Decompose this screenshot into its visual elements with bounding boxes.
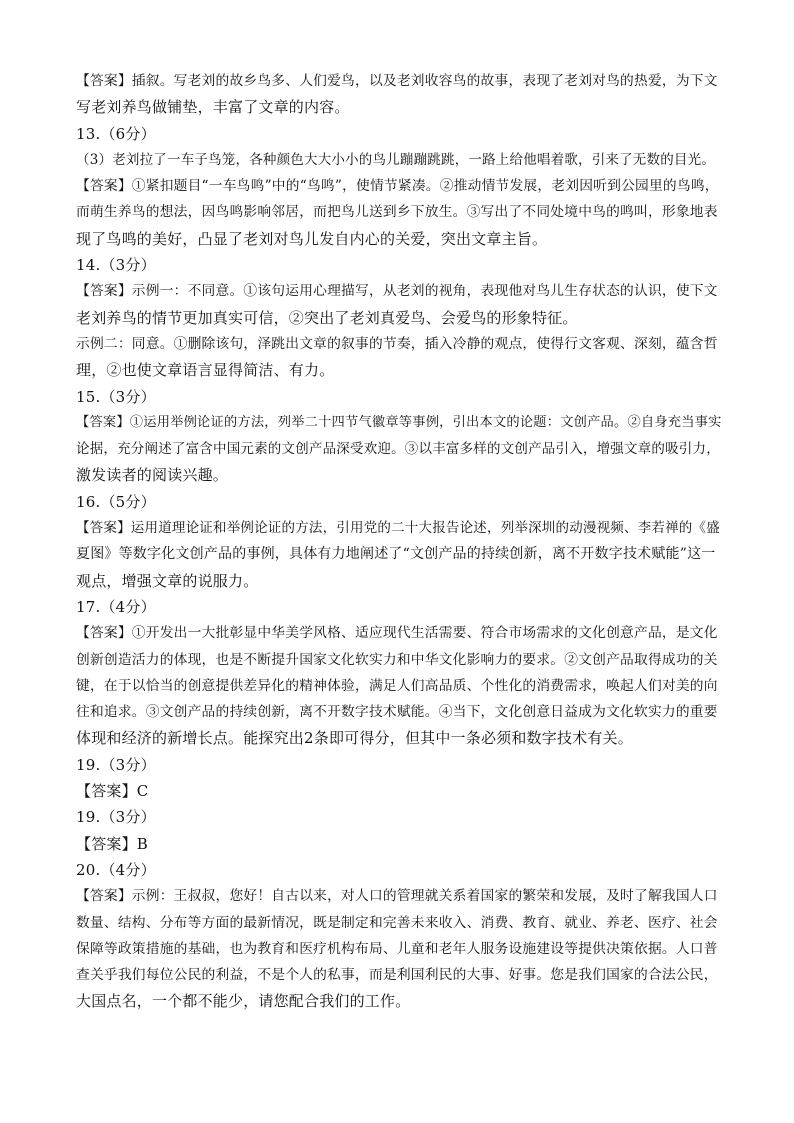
text-line: 理，②也使文章语言显得简洁、有力。 <box>76 361 335 380</box>
text-line: 观点，增强文章的说服力。 <box>76 571 259 590</box>
text-line: 体现和经济的新增长点。能探究出2条即可得分，但其中一条必须和数字技术有关。 <box>76 729 633 748</box>
text-line: 保障等政策措施的基础，也为教育和医疗机构布局、儿童和老年人服务设施建设等提供决策依据。人口普 <box>76 940 718 957</box>
text-line: 14.（3分） <box>76 256 156 275</box>
text-line: 激发读者的阅读兴趣。 <box>76 466 229 485</box>
text-line: 现了鸟鸣的美好，凸显了老刘对鸟儿发自内心的关爱，突出文章主旨。 <box>76 229 548 248</box>
text-line: 19.（3分） <box>76 755 156 774</box>
text-line: 写老刘养鸟做铺垫，丰富了文章的内容。 <box>76 98 350 117</box>
text-line: 老刘养鸟的情节更加真实可信，②突出了老刘真爱鸟、会爱鸟的形象特征。 <box>76 308 578 327</box>
text-line: 15.（3分） <box>76 387 156 406</box>
text-line: 【答案】B <box>76 834 149 853</box>
text-line: 键，在于以恰当的创意提供差异化的精神体验，满足人们高品质、个性化的消费需求，唤起人们对美的向 <box>76 677 718 694</box>
text-line: 数量、结构、分布等方面的最新情况，既是制定和完善未来收入、消费、教育、就业、养老、医疗、社会 <box>76 914 718 931</box>
text-line: 19.（3分） <box>76 808 156 827</box>
text-line: 示例二：同意。①删除该句，泽跳出文章的叙事的节奏，插入冷静的观点，使得行文客观、深刻，蕴含哲 <box>76 335 718 352</box>
text-line: 16.（5分） <box>76 492 156 511</box>
text-line: 【答案】①紧扣题目“一车鸟鸣”中的“鸟鸣”，使情节紧凑。②推动情节发展，老刘因听到公园里的鸟鸣， <box>76 178 719 195</box>
text-line: 【答案】①运用举例论证的方法，列举二十四节气徽章等事例，引出本文的论题：文创产品。②自身充当事实 <box>76 414 722 430</box>
text-line: 17.（4分） <box>76 597 156 616</box>
text-line: 往和追求。③文创产品的持续创新，离不开数字技术赋能。④当下，文化创意日益成为文化软实力的重要 <box>76 704 718 721</box>
text-line: 20.（4分） <box>76 860 156 879</box>
text-line: 【答案】插叙。写老刘的故乡鸟多、人们爱鸟，以及老刘收容鸟的故事，表现了老刘对鸟的热爱，为下文 <box>76 73 718 89</box>
text-line: （3）老刘拉了一车子鸟笼，各种颜色大大小小的鸟儿蹦蹦跳跳，一路上给他唱着歌，引来了无数的目光。 <box>76 151 715 168</box>
text-line: 而萌生养鸟的想法，因鸟鸣影响邻居，而把鸟儿送到乡下放生。③写出了不同处境中鸟的鸣叫，形象地表 <box>76 204 718 221</box>
text-line: 查关乎我们每位公民的利益，不是个人的私事，而是利国利民的大事、好事。您是我们国家的合法公民， <box>76 967 718 984</box>
text-line: 夏图》等数字化文创产品的事例，具体有力地阐述了“文创产品的持续创新，离不开数字技术赋能”这一 <box>76 546 716 563</box>
text-line: 创新创造活力的体现，也是不断提升国家文化软实力和中华文化影响力的要求。②文创产品取得成功的关 <box>76 651 718 668</box>
text-line: 论据，充分阐述了富含中国元素的文创产品深受欢迎。③以丰富多样的文创产品引入，增强文章的吸引力， <box>76 441 720 458</box>
text-line: 【答案】C <box>76 782 149 801</box>
text-line: 【答案】①开发出一大批彰显中华美学风格、适应现代生活需要、符合市场需求的文化创意产品，是文化 <box>76 625 718 642</box>
text-line: 【答案】运用道理论证和举例论证的方法，引用党的二十大报告论述，列举深圳的动漫视频、李若禅的《盛 <box>76 520 720 537</box>
text-line: 【答案】示例一：不同意。①该句运用心理描写，从老刘的视角，表现他对鸟儿生存状态的认识，使下文 <box>76 283 718 300</box>
text-line: 【答案】示例：王叔叔，您好！自古以来，对人口的管理就关系着国家的繁荣和发展，及时了解我国人口 <box>76 888 718 905</box>
text-line: 13.（6分） <box>76 124 156 143</box>
answer-text-body <box>76 68 724 1015</box>
text-line: 大国点名，一个都不能少，请您配合我们的工作。 <box>76 992 411 1011</box>
